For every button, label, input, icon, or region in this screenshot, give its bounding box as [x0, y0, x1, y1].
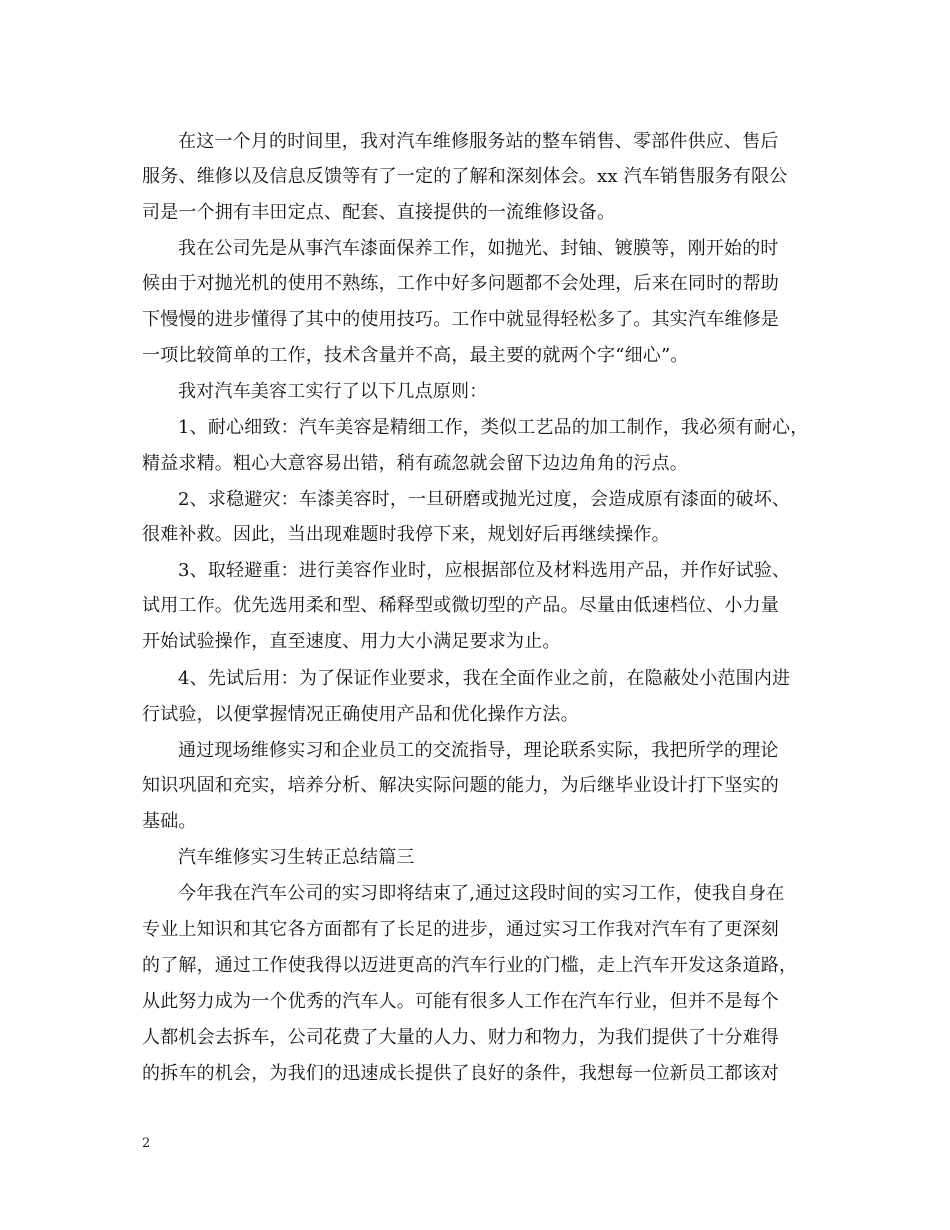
text-line: 我对汽车美容工实行了以下几点原则：	[178, 381, 488, 402]
text-line: 2、求稳避灾：车漆美容时，一旦研磨或抛光过度，会造成原有漆面的破坏、	[178, 489, 791, 510]
text-line: 人都机会去拆车，公司花费了大量的人力、财力和物力，为我们提供了十分难得	[142, 1027, 779, 1048]
text-line: 开始试验操作，直至速度、用力大小满足要求为止。	[142, 631, 561, 652]
text-line: 今年我在汽车公司的实习即将结束了,通过这段时间的实习工作，使我自身在	[178, 883, 785, 904]
text-line: 试用工作。优先选用柔和型、稀释型或微切型的产品。尽量由低速档位、小力量	[142, 595, 779, 616]
text-line: 一项比较简单的工作，技术含量并不高，最主要的就两个字“细心”。	[142, 345, 689, 366]
text-line: 专业上知识和其它各方面都有了长足的进步，通过实习工作我对汽车有了更深刻	[142, 919, 779, 940]
text-line: 服务、维修以及信息反馈等有了一定的了解和深刻体会。xx 汽车销售服务有限公	[142, 166, 788, 187]
text-line: 的了解，通过工作使我得以迈进更高的汽车行业的门槛，走上汽车开发这条道路，	[142, 955, 798, 976]
text-line: 知识巩固和充实，培养分析、解决实际问题的能力，为后继毕业设计打下坚实的	[142, 775, 779, 796]
text-line: 4、先试后用：为了保证作业要求，我在全面作业之前，在隐蔽处小范围内进	[178, 668, 791, 689]
text-line: 司是一个拥有丰田定点、配套、直接提供的一流维修设备。	[142, 202, 616, 223]
text-line: 通过现场维修实习和企业员工的交流指导，理论联系实际，我把所学的理论	[178, 740, 779, 761]
text-line: 的拆车的机会，为我们的迅速成长提供了良好的条件，我想每一位新员工都该对	[142, 1063, 779, 1084]
text-line: 很难补救。因此，当出现难题时我停下来，规划好后再继续操作。	[142, 524, 670, 545]
text-line: 基础。	[142, 811, 197, 832]
text-line: 精益求精。粗心大意容易出错，稍有疏忽就会留下边边角角的污点。	[142, 453, 688, 474]
text-line: 我在公司先是从事汽车漆面保养工作，如抛光、封铀、镀膜等，刚开始的时	[178, 238, 779, 259]
section-heading: 汽车维修实习生转正总结篇三	[178, 847, 415, 868]
page-number: 2	[142, 1136, 151, 1151]
text-line: 行试验，以便掌握情况正确使用产品和优化操作方法。	[142, 704, 579, 725]
text-line: 3、取轻避重：进行美容作业时，应根据部位及材料选用产品，并作好试验、	[178, 560, 791, 581]
text-line: 在这一个月的时间里，我对汽车维修服务站的整车销售、零部件供应、售后	[178, 131, 779, 152]
text-line: 1、耐心细致：汽车美容是精细工作，类似工艺品的加工制作，我必须有耐心，	[178, 417, 809, 438]
text-line: 从此努力成为一个优秀的汽车人。可能有很多人工作在汽车行业，但并不是每个	[142, 991, 779, 1012]
text-line: 候由于对抛光机的使用不熟练，工作中好多问题都不会处理，后来在同时的帮助	[142, 273, 779, 294]
text-line: 下慢慢的进步懂得了其中的使用技巧。工作中就显得轻松多了。其实汽车维修是	[142, 309, 779, 330]
